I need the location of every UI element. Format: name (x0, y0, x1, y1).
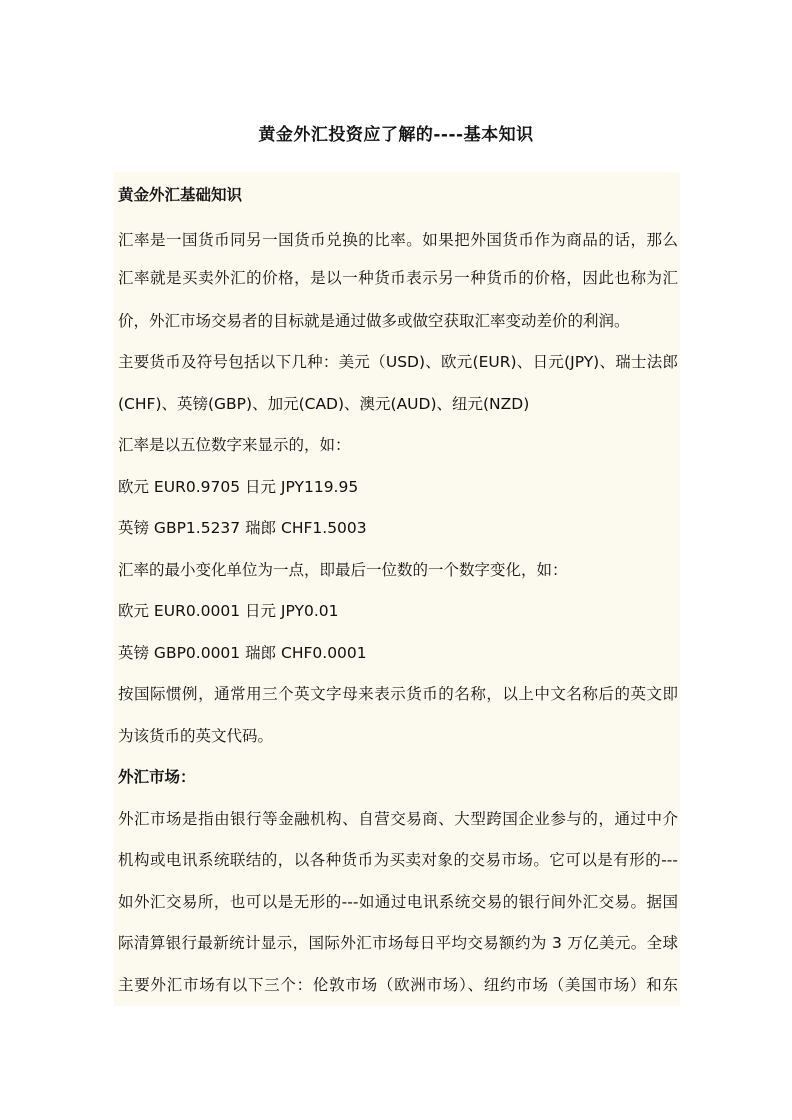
pip-example: 英镑 GBP0.0001 瑞郎 CHF0.0001 (118, 644, 367, 662)
paragraph-line: 为该货币的英文代码。 (118, 727, 274, 745)
paragraph-line: 主要外汇市场有以下三个：伦敦市场（欧洲市场）、纽约市场（美国市场）和东 (118, 976, 678, 994)
paragraph-line: 汇率的最小变化单位为一点，即最后一位数的一个数字变化，如： (118, 561, 568, 579)
exchange-rate-example: 欧元 EUR0.9705 日元 JPY119.95 (118, 478, 359, 496)
paragraph-line: 按国际惯例，通常用三个英文字母来表示货币的名称，以上中文名称后的英文即 (118, 685, 678, 703)
exchange-rate-example: 英镑 GBP1.5237 瑞郎 CHF1.5003 (118, 519, 367, 537)
paragraph-line: 外汇市场是指由银行等金融机构、自营交易商、大型跨国企业参与的，通过中介 (118, 810, 678, 828)
paragraph-line: 汇率是以五位数字来显示的，如： (118, 436, 351, 454)
section-heading-forex-basics: 黄金外汇基础知识 (118, 186, 243, 204)
paragraph-line: 价，外汇市场交易者的目标就是通过做多或做空获取汇率变动差价的利润。 (118, 312, 630, 330)
paragraph-line: (CHF)、英镑(GBP)、加元(CAD)、澳元(AUD)、纽元(NZD) (118, 395, 530, 413)
document-body (114, 172, 680, 1006)
paragraph-line: 汇率就是买卖外汇的价格，是以一种货币表示另一种货币的价格，因此也称为汇 (118, 269, 678, 287)
paragraph-line: 机构或电讯系统联结的，以各种货币为买卖对象的交易市场。它可以是有形的--- (118, 851, 678, 869)
paragraph-line: 主要货币及符号包括以下几种：美元（USD)、欧元(EUR)、日元(JPY)、瑞士法郎 (118, 353, 678, 371)
pip-example: 欧元 EUR0.0001 日元 JPY0.01 (118, 602, 339, 620)
paragraph-line: 如外汇交易所，也可以是无形的---如通过电讯系统交易的银行间外汇交易。据国 (118, 893, 678, 911)
paragraph-line: 汇率是一国货币同另一国货币兑换的比率。如果把外国货币作为商品的话，那么 (118, 231, 678, 249)
paragraph-line: 际清算银行最新统计显示，国际外汇市场每日平均交易额约为 3 万亿美元。全球 (118, 934, 678, 952)
section-heading-forex-market: 外汇市场： (118, 768, 196, 786)
page-title: 黄金外汇投资应了解的----基本知识 (258, 125, 534, 145)
